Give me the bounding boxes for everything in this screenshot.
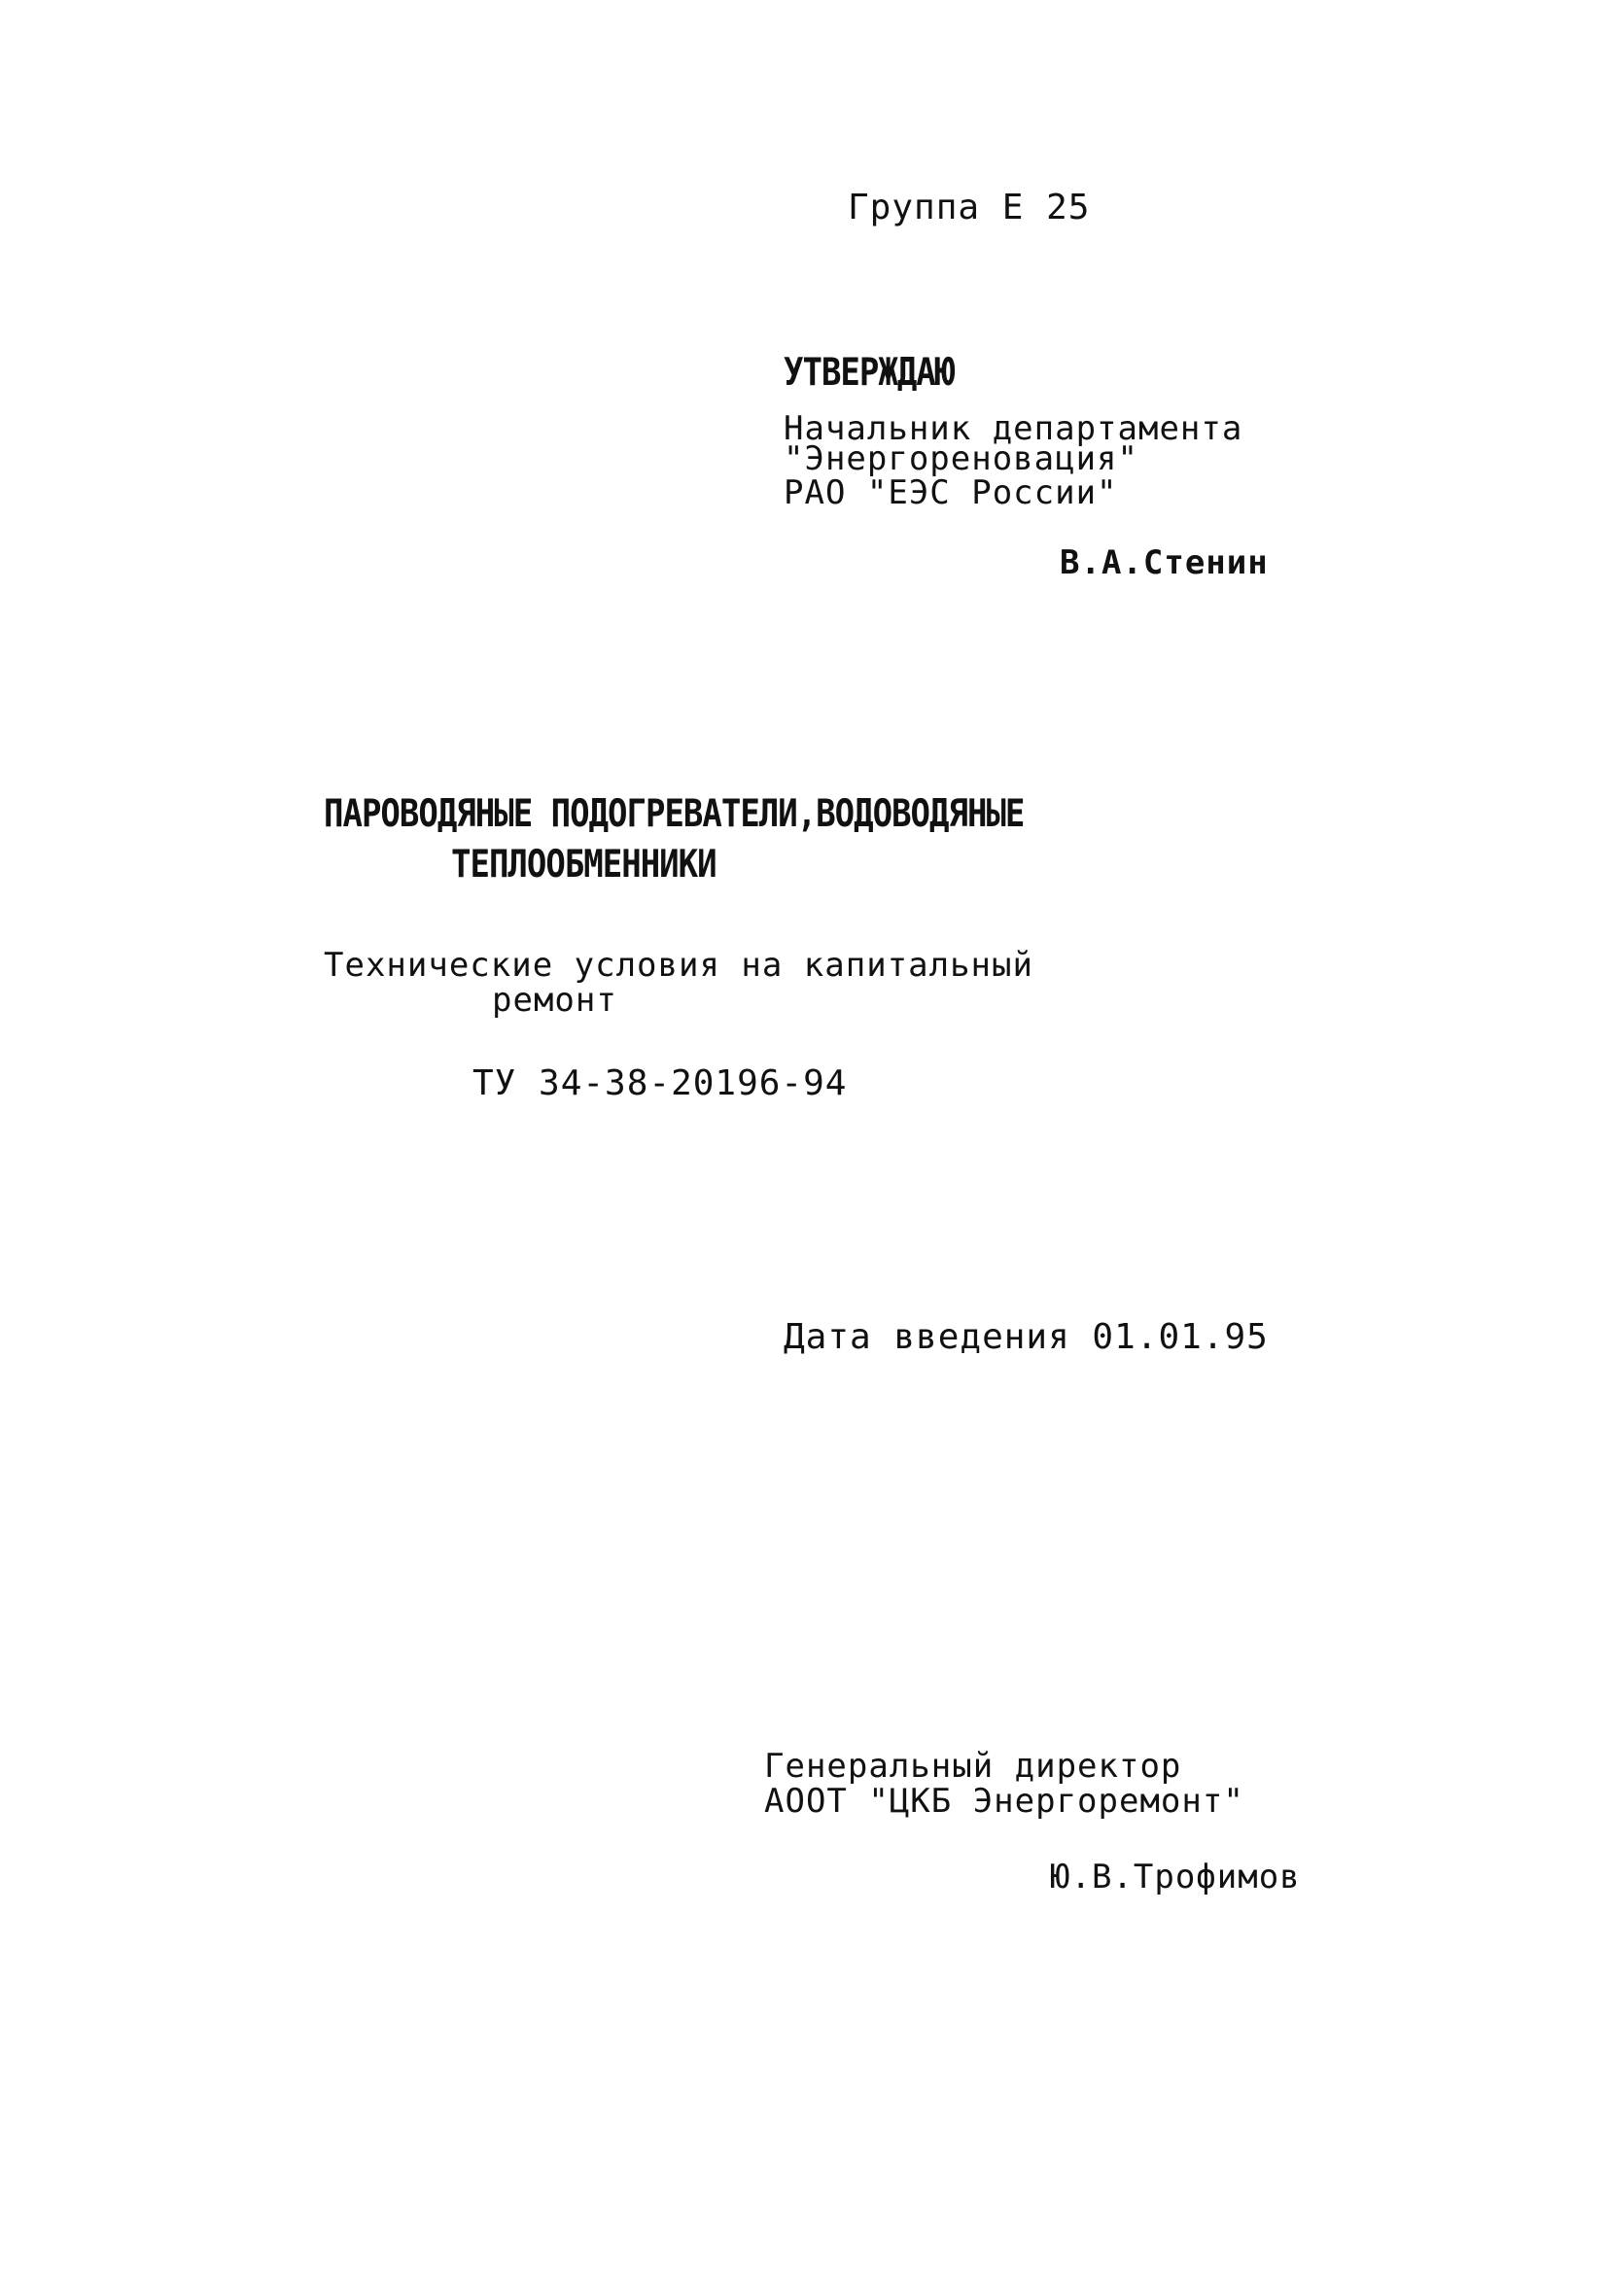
approval-line-1: Начальник департамента: [784, 409, 1243, 448]
group-label: Группа Е 25: [848, 188, 1091, 227]
approval-signatory: В.А.Стенин: [1060, 543, 1269, 582]
document-title-line-2: ТЕПЛООБМЕННИКИ: [451, 842, 717, 887]
approval-line-3: РАО "ЕЭС России": [784, 473, 1118, 512]
document-subtitle-line-2: ремонт: [492, 981, 617, 1020]
footer-line-2: АООТ "ЦКБ Энергоремонт": [764, 1782, 1244, 1821]
approval-line-2: "Энергореновация": [784, 439, 1138, 478]
footer-signatory: Ю.В.Трофимов: [1050, 1858, 1301, 1896]
effective-date: Дата введения 01.01.95: [784, 1317, 1269, 1357]
approval-heading: УТВЕРЖДАЮ: [784, 350, 955, 396]
document-code: ТУ 34-38-20196-94: [472, 1063, 848, 1103]
footer-line-1: Генеральный директор: [764, 1747, 1182, 1786]
document-title-line-1: ПАРОВОДЯНЫЕ ПОДОГРЕВАТЕЛИ,ВОДОВОДЯНЫЕ: [324, 791, 1025, 837]
document-subtitle-line-1: Технические условия на капитальный: [324, 946, 1033, 985]
